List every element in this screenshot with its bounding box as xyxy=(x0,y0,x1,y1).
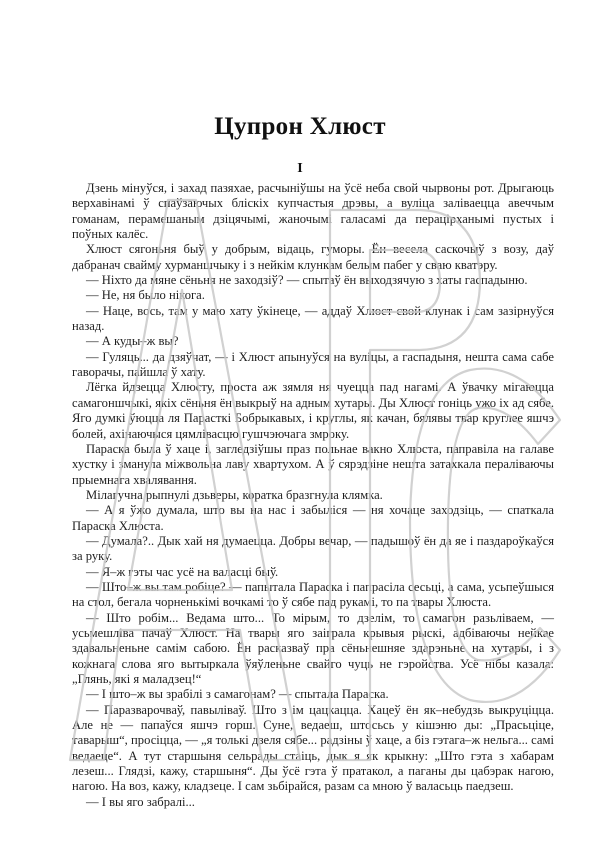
paragraph: — Не, ня было нікога. xyxy=(86,288,205,303)
paragraph: — Што робім... Ведама што... То мірым, то дзелім, то самагон разьліваем, — усьмешліва пачаў Хлюст. На твары яго заіграла крывыя рыскі, адбіваючы нейкае здавальненьне самім сабою. Ён расказваў пра сёньнешняе здарэньне на хутары, і з кожнага слова яго вытыркала ўяўленьне свайго чуць не гэройства. Усё нібы казала: „Глянь, які я маладзец!“ xyxy=(72,610,554,686)
paragraph: — А я ўжо думала, што вы на нас і забыліся — ня хочаце заходзіць, — спаткала Параска Хлюста. xyxy=(72,503,554,533)
paragraph: Параска была ў хаце і, загледзіўшы праз польнае вакно Хлюста, паправіла на галаве хустку і зманула міжвольна лаву хвартухом. А ў сярэдзіне нешта затахкала пераліваючы прыемнага хвалявання. xyxy=(72,441,554,487)
paragraph: Мілагучна рыпнулі дзьверы, коратка бразгнула клямка. xyxy=(86,487,383,502)
paragraph: — Што–ж вы там робіце? — папытала Параска і папрасіла сесьці, а сама, усьпеўшыся на стол, бегала чорненькімі вочкамі то ў сябе пад рукамі, то па твары Хлюста. xyxy=(72,579,554,610)
paragraph: Хлюст сягоньня быў у добрым, відаць, гуморы. Ён весела саскочыў з возу, даў дабранач свайму хурманшчыку і з нейкім клункам белым пабег у сваю кватэру. xyxy=(72,242,554,272)
chapter-number: I xyxy=(297,161,303,176)
paragraph: — Наце, вось, там у маю хату ўкінеце, — аддаў Хлюст свой клунак і сам зазірнуўся назад. xyxy=(72,303,554,334)
paragraph: — Ніхто да мяне сёньня не заходзіў? — спытаў ён выходзячую з хаты гаспадыню. xyxy=(86,273,528,288)
story-title: Цупрон Хлюст xyxy=(214,113,386,140)
paragraph: — Думала?.. Дык хай ня думаецца. Добры вечар, — падышоў ён да яе і паздароўкаўся за руку. xyxy=(72,533,554,564)
paragraph: — Я–ж гэты час усё на валасці быў. xyxy=(86,564,279,579)
paragraph: — Гуляць... да дзяўчат, — і Хлюст апынуўся на вуліцы, а гаспадыня, нешта сама сабе гаворачы, пайшла ў хату. xyxy=(72,349,554,380)
paragraph: Лёгка йдзецца Хлюсту, проста аж зямля ня чуецца пад нагамі. А ўвачку мігаюцца самагоншчыкі, якіх сёньня ён выкрыў на адным хутары. Ды Хлюст гоніць ужо іх ад сябе. Яго думкі ўюцца ля Парасткі Бобрыкавых, і круглы, як качан, бялявы твар круглее яшчэ болей, ахінаючыся цямлівасцю гушчэючага змроку. xyxy=(72,380,554,441)
paragraph: — І што–ж вы зрабілі з самагонам? — спытала Параска. xyxy=(86,687,389,702)
paragraph: — Паразварочваў, павыліваў. Што з ім цацкацца. Хацеў ён як–небудзь выкруціцца. Але не — папаўся яшчэ горш. Суне, ведаеш, штосьсь у кішэню ды: „Прасьціце, таварыш“, просіцца, — „я толькі дзеля сябе... радзіны ў хаце, а біз гэтага–ж нельга... самі ведаеце“. А тут старшыня сельрады стаіць, дык я як крыкну: „Што гэта з хабарам лезеш... Глядзі, кажу, старшыня“. Ды ўсё гэта ў пратакол, а паганы ды цабэрак нагою, нагою. На воз, кажу, кладзеце. І сам зьбірайся, разам са мною ў валасьць паедзеш. xyxy=(72,702,554,794)
paragraph: Дзень мінуўся, і захад пазяхае, расчыніўшы на ўсё неба свой чырвоны рот. Дрыгаюць верхавінамі ў спаўзаючых бліскіх купчастыя дрэвы, а вуліца заліваецца авеччым гоманам, перамешаным дзіцячымі, жаночымі галасамі да перацірханымі пустых і поўных калёс. xyxy=(72,181,554,242)
paragraph: — І вы яго забралі... xyxy=(86,794,195,809)
story-body xyxy=(72,181,554,810)
paragraph: — А куды–ж вы? xyxy=(86,334,179,349)
